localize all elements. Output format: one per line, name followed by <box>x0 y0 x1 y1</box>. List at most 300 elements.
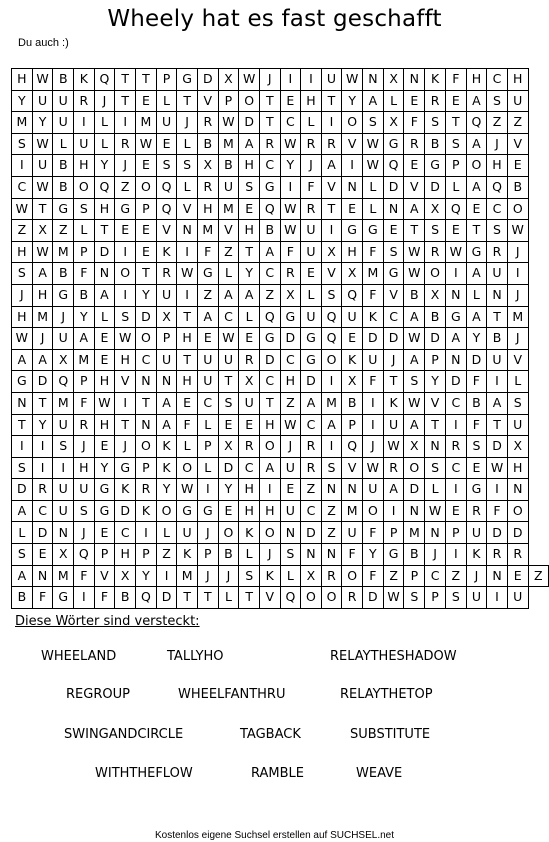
grid-cell: N <box>342 479 363 501</box>
grid-cell: E <box>239 414 260 436</box>
grid-cell: W <box>12 328 33 350</box>
grid-cell: S <box>12 263 33 285</box>
grid-cell: M <box>404 522 425 544</box>
grid-cell: O <box>115 263 136 285</box>
grid-cell: M <box>218 198 239 220</box>
grid-cell: B <box>53 155 74 177</box>
grid-cell: W <box>12 198 33 220</box>
grid-cell: B <box>487 328 508 350</box>
grid-cell: X <box>239 371 260 393</box>
grid-cell: Q <box>94 69 115 91</box>
grid-cell: Z <box>528 565 548 587</box>
grid-cell: R <box>301 436 321 458</box>
grid-cell: F <box>342 544 363 566</box>
grid-cell: X <box>53 349 74 371</box>
grid-cell: J <box>507 328 528 350</box>
grid-cell: E <box>445 90 466 112</box>
grid-cell: X <box>32 220 53 242</box>
grid-cell: I <box>301 69 321 91</box>
grid-cell: H <box>280 371 301 393</box>
grid-cell: D <box>466 349 486 371</box>
grid-cell: H <box>94 198 115 220</box>
grid-cell: R <box>507 544 528 566</box>
grid-cell: I <box>321 371 342 393</box>
grid-cell: Q <box>280 587 301 609</box>
grid-cell: I <box>487 371 508 393</box>
grid-cell: T <box>177 306 198 328</box>
grid-cell: W <box>404 241 425 263</box>
grid-cell: S <box>321 284 342 306</box>
grid-cell: S <box>53 436 74 458</box>
grid-cell: I <box>507 263 528 285</box>
grid-cell: M <box>177 565 198 587</box>
grid-cell: P <box>425 349 446 371</box>
grid-cell: C <box>487 198 508 220</box>
grid-cell: O <box>136 436 157 458</box>
grid-cell: N <box>363 69 384 91</box>
grid-cell: A <box>466 263 486 285</box>
grid-cell: H <box>12 241 33 263</box>
grid-cell: X <box>425 284 446 306</box>
grid-cell: X <box>53 544 74 566</box>
grid-cell: U <box>239 392 260 414</box>
grid-cell: R <box>280 263 301 285</box>
grid-cell: Q <box>156 176 176 198</box>
grid-cell: I <box>445 414 466 436</box>
grid-cell: F <box>363 371 384 393</box>
grid-cell: R <box>32 479 53 501</box>
grid-cell: G <box>177 69 198 91</box>
grid-cell: B <box>425 133 446 155</box>
grid-cell: D <box>198 69 219 91</box>
grid-cell: X <box>383 69 404 91</box>
grid-cell: E <box>218 414 239 436</box>
grid-cell: Y <box>94 457 115 479</box>
grid-cell: X <box>218 436 239 458</box>
grid-cell: C <box>260 155 280 177</box>
subtitle: Du auch :) <box>18 37 69 49</box>
grid-cell: S <box>12 457 33 479</box>
grid-cell: U <box>198 371 219 393</box>
grid-cell: S <box>445 587 466 609</box>
grid-cell: C <box>218 306 239 328</box>
grid-cell: L <box>177 176 198 198</box>
grid-cell: Q <box>53 371 74 393</box>
grid-cell: W <box>239 69 260 91</box>
grid-cell: V <box>507 133 528 155</box>
grid-cell: Z <box>321 522 342 544</box>
grid-cell: A <box>239 284 260 306</box>
grid-cell: H <box>260 500 280 522</box>
word-item: RELAYTHESHADOW <box>330 649 457 664</box>
grid-cell: S <box>404 587 425 609</box>
grid-cell: C <box>280 349 301 371</box>
grid-cell: A <box>156 392 176 414</box>
grid-cell: U <box>53 479 74 501</box>
grid-cell: N <box>301 544 321 566</box>
grid-cell: C <box>115 522 136 544</box>
grid-cell: W <box>280 198 301 220</box>
grid-cell: N <box>507 479 528 501</box>
grid-cell: W <box>507 220 528 242</box>
grid-cell: A <box>404 198 425 220</box>
grid-cell: X <box>115 565 136 587</box>
grid-cell: Y <box>94 155 115 177</box>
grid-cell: N <box>12 392 33 414</box>
grid-cell: I <box>198 479 219 501</box>
grid-cell: W <box>425 500 446 522</box>
grid-cell: P <box>445 155 466 177</box>
grid-cell: C <box>383 306 404 328</box>
grid-cell: D <box>487 522 508 544</box>
grid-cell: A <box>260 241 280 263</box>
grid-cell: D <box>487 436 508 458</box>
grid-cell: D <box>363 328 384 350</box>
grid-cell: R <box>74 414 95 436</box>
grid-cell: V <box>156 220 176 242</box>
grid-cell: Y <box>32 414 53 436</box>
grid-cell: J <box>260 544 280 566</box>
grid-cell: Y <box>342 90 363 112</box>
grid-cell: O <box>260 436 280 458</box>
grid-cell: W <box>136 133 157 155</box>
grid-cell: W <box>94 392 115 414</box>
grid-cell: P <box>74 371 95 393</box>
grid-cell: I <box>445 263 466 285</box>
grid-cell: V <box>507 349 528 371</box>
grid-cell: Y <box>32 112 53 134</box>
grid-cell: P <box>136 198 157 220</box>
grid-cell: L <box>198 457 219 479</box>
grid-cell: Y <box>156 479 176 501</box>
grid-cell: C <box>425 565 446 587</box>
grid-cell: E <box>342 328 363 350</box>
grid-cell: T <box>239 587 260 609</box>
grid-cell: Y <box>136 565 157 587</box>
grid-cell: O <box>466 155 486 177</box>
grid-row <box>12 90 549 112</box>
grid-cell: Q <box>260 306 280 328</box>
grid-cell: E <box>94 349 115 371</box>
grid-cell: S <box>425 112 446 134</box>
grid-cell: U <box>507 587 528 609</box>
grid-cell: E <box>94 436 115 458</box>
grid-cell: A <box>404 306 425 328</box>
word-item: SWINGANDCIRCLE <box>64 727 184 742</box>
grid-cell: Q <box>383 155 404 177</box>
grid-cell: E <box>136 90 157 112</box>
grid-cell: D <box>32 371 53 393</box>
grid-cell: L <box>425 479 446 501</box>
grid-cell: G <box>301 328 321 350</box>
grid-cell: L <box>177 436 198 458</box>
grid-cell: K <box>74 69 95 91</box>
grid-cell: O <box>136 176 157 198</box>
grid-cell: G <box>177 500 198 522</box>
grid-cell: A <box>321 155 342 177</box>
grid-cell: S <box>487 90 508 112</box>
grid-cell: S <box>445 133 466 155</box>
grid-cell: E <box>94 328 115 350</box>
grid-cell: K <box>156 436 176 458</box>
grid-cell: D <box>363 587 384 609</box>
grid-cell: J <box>177 112 198 134</box>
grid-cell: C <box>445 457 466 479</box>
grid-cell: S <box>115 306 136 328</box>
grid-cell: T <box>136 263 157 285</box>
grid-cell: L <box>363 176 384 198</box>
grid-cell: U <box>156 112 176 134</box>
grid-cell: K <box>342 349 363 371</box>
grid-cell: L <box>94 112 115 134</box>
grid-cell: A <box>156 414 176 436</box>
grid-cell: C <box>260 263 280 285</box>
grid-cell: M <box>32 306 53 328</box>
grid-cell: B <box>12 587 33 609</box>
grid-cell: U <box>218 349 239 371</box>
grid-cell: V <box>115 371 136 393</box>
grid-cell: G <box>342 220 363 242</box>
grid-cell: H <box>342 241 363 263</box>
grid-cell: R <box>156 263 176 285</box>
word-item: WITHTHEFLOW <box>95 766 193 781</box>
grid-cell: S <box>466 436 486 458</box>
grid-cell: T <box>177 349 198 371</box>
grid-cell: G <box>280 306 301 328</box>
grid-cell: E <box>115 220 136 242</box>
grid-cell: V <box>404 176 425 198</box>
grid-cell: N <box>342 176 363 198</box>
word-item: TAGBACK <box>240 727 301 742</box>
grid-cell: Z <box>301 479 321 501</box>
grid-cell: W <box>445 241 466 263</box>
grid-cell: T <box>487 306 508 328</box>
grid-row <box>12 457 549 479</box>
grid-cell: J <box>383 349 404 371</box>
grid-cell: T <box>260 90 280 112</box>
grid-cell: Z <box>321 500 342 522</box>
grid-cell: P <box>74 241 95 263</box>
grid-row <box>12 349 549 371</box>
grid-cell: H <box>74 457 95 479</box>
grid-cell: U <box>177 522 198 544</box>
grid-cell: Z <box>383 565 404 587</box>
grid-cell: T <box>12 414 33 436</box>
grid-cell: V <box>321 176 342 198</box>
grid-cell: U <box>363 479 384 501</box>
grid-cell: N <box>136 371 157 393</box>
grid-cell: F <box>487 500 508 522</box>
grid-cell: W <box>32 133 53 155</box>
grid-cell: D <box>301 371 321 393</box>
grid-cell: X <box>321 241 342 263</box>
grid-cell: Z <box>445 565 466 587</box>
grid-cell: X <box>198 155 219 177</box>
grid-cell: T <box>177 90 198 112</box>
grid-cell: G <box>383 133 404 155</box>
grid-cell: W <box>363 155 384 177</box>
grid-cell: B <box>507 176 528 198</box>
grid-cell: S <box>363 112 384 134</box>
grid-cell: K <box>239 522 260 544</box>
grid-cell: D <box>445 371 466 393</box>
grid-row <box>12 198 549 220</box>
grid-row <box>12 133 549 155</box>
grid-cell: W <box>363 133 384 155</box>
grid-cell: H <box>115 544 136 566</box>
grid-cell: H <box>177 371 198 393</box>
grid-cell: O <box>404 457 425 479</box>
grid-cell: R <box>487 241 508 263</box>
grid-cell: G <box>466 241 486 263</box>
grid-cell: U <box>321 69 342 91</box>
grid-cell: O <box>260 522 280 544</box>
grid-cell: B <box>74 284 95 306</box>
grid-cell: V <box>342 133 363 155</box>
grid-cell: S <box>404 371 425 393</box>
grid-cell: R <box>383 457 404 479</box>
grid-cell: L <box>53 133 74 155</box>
grid-cell: X <box>218 69 239 91</box>
grid-cell: P <box>156 69 176 91</box>
grid-cell: X <box>507 436 528 458</box>
grid-cell: E <box>94 522 115 544</box>
grid-cell: V <box>260 587 280 609</box>
grid-cell: U <box>53 328 74 350</box>
grid-cell: E <box>507 155 528 177</box>
grid-cell: O <box>507 500 528 522</box>
grid-cell: L <box>363 198 384 220</box>
grid-cell: J <box>363 436 384 458</box>
grid-cell: H <box>487 155 508 177</box>
grid-cell: L <box>301 284 321 306</box>
grid-cell: Z <box>487 112 508 134</box>
grid-cell: G <box>12 371 33 393</box>
grid-cell: H <box>507 457 528 479</box>
grid-cell: R <box>301 198 321 220</box>
grid-cell: I <box>321 112 342 134</box>
grid-cell: D <box>136 306 157 328</box>
grid-cell: E <box>466 457 486 479</box>
grid-cell: N <box>425 436 446 458</box>
grid-cell: N <box>136 414 157 436</box>
grid-cell: Z <box>12 220 33 242</box>
grid-cell: Y <box>218 479 239 501</box>
grid-cell: S <box>425 457 446 479</box>
grid-cell: P <box>383 522 404 544</box>
grid-cell: M <box>507 306 528 328</box>
grid-cell: H <box>301 90 321 112</box>
grid-cell: B <box>260 220 280 242</box>
grid-cell: I <box>12 436 33 458</box>
grid-cell: Q <box>74 544 95 566</box>
grid-cell: O <box>74 176 95 198</box>
word-search-grid <box>11 68 549 609</box>
grid-cell: A <box>301 392 321 414</box>
grid-cell: E <box>404 155 425 177</box>
grid-cell: G <box>53 198 74 220</box>
grid-cell: S <box>507 392 528 414</box>
grid-cell: A <box>32 263 53 285</box>
grid-cell: Z <box>115 176 136 198</box>
grid-cell: S <box>425 220 446 242</box>
grid-cell: G <box>383 263 404 285</box>
grid-row <box>12 112 549 134</box>
grid-cell: U <box>32 90 53 112</box>
grid-cell: U <box>487 263 508 285</box>
grid-cell: S <box>74 500 95 522</box>
grid-cell: J <box>12 284 33 306</box>
grid-cell: F <box>74 392 95 414</box>
grid-cell: Q <box>94 176 115 198</box>
grid-cell: C <box>239 457 260 479</box>
grid-cell: N <box>156 371 176 393</box>
grid-cell: E <box>136 241 157 263</box>
grid-cell: C <box>32 500 53 522</box>
grid-cell: O <box>321 349 342 371</box>
grid-cell: W <box>404 328 425 350</box>
grid-cell: S <box>321 457 342 479</box>
grid-cell: B <box>342 392 363 414</box>
grid-cell: E <box>301 263 321 285</box>
grid-row <box>12 284 549 306</box>
grid-cell: M <box>342 500 363 522</box>
grid-cell: A <box>239 133 260 155</box>
grid-cell: I <box>115 284 136 306</box>
grid-cell: M <box>218 133 239 155</box>
grid-cell: X <box>342 263 363 285</box>
grid-cell: H <box>12 69 33 91</box>
grid-cell: R <box>425 90 446 112</box>
grid-cell: W <box>487 457 508 479</box>
grid-cell: A <box>466 133 486 155</box>
word-item: SUBSTITUTE <box>350 727 431 742</box>
grid-cell: W <box>280 133 301 155</box>
grid-cell: I <box>383 500 404 522</box>
grid-cell: X <box>342 371 363 393</box>
grid-cell: W <box>32 241 53 263</box>
grid-cell: Y <box>466 328 486 350</box>
grid-cell: G <box>260 328 280 350</box>
grid-cell: N <box>177 220 198 242</box>
grid-cell: H <box>507 69 528 91</box>
grid-cell: W <box>280 220 301 242</box>
grid-cell: X <box>404 436 425 458</box>
grid-cell: P <box>404 565 425 587</box>
grid-cell: E <box>466 198 486 220</box>
grid-cell: I <box>321 436 342 458</box>
grid-cell: L <box>177 133 198 155</box>
grid-cell: R <box>487 544 508 566</box>
grid-cell: M <box>198 220 219 242</box>
grid-cell: L <box>198 414 219 436</box>
grid-cell: G <box>445 306 466 328</box>
grid-row <box>12 176 549 198</box>
grid-cell: Q <box>342 436 363 458</box>
grid-cell: M <box>53 392 74 414</box>
grid-cell: Q <box>445 198 466 220</box>
grid-cell: O <box>218 522 239 544</box>
grid-cell: C <box>301 500 321 522</box>
grid-row <box>12 69 549 91</box>
grid-cell: F <box>198 241 219 263</box>
grid-cell: B <box>404 544 425 566</box>
grid-cell: P <box>342 414 363 436</box>
grid-cell: J <box>218 565 239 587</box>
grid-cell: D <box>280 328 301 350</box>
grid-cell: J <box>198 522 219 544</box>
grid-cell: W <box>115 328 136 350</box>
